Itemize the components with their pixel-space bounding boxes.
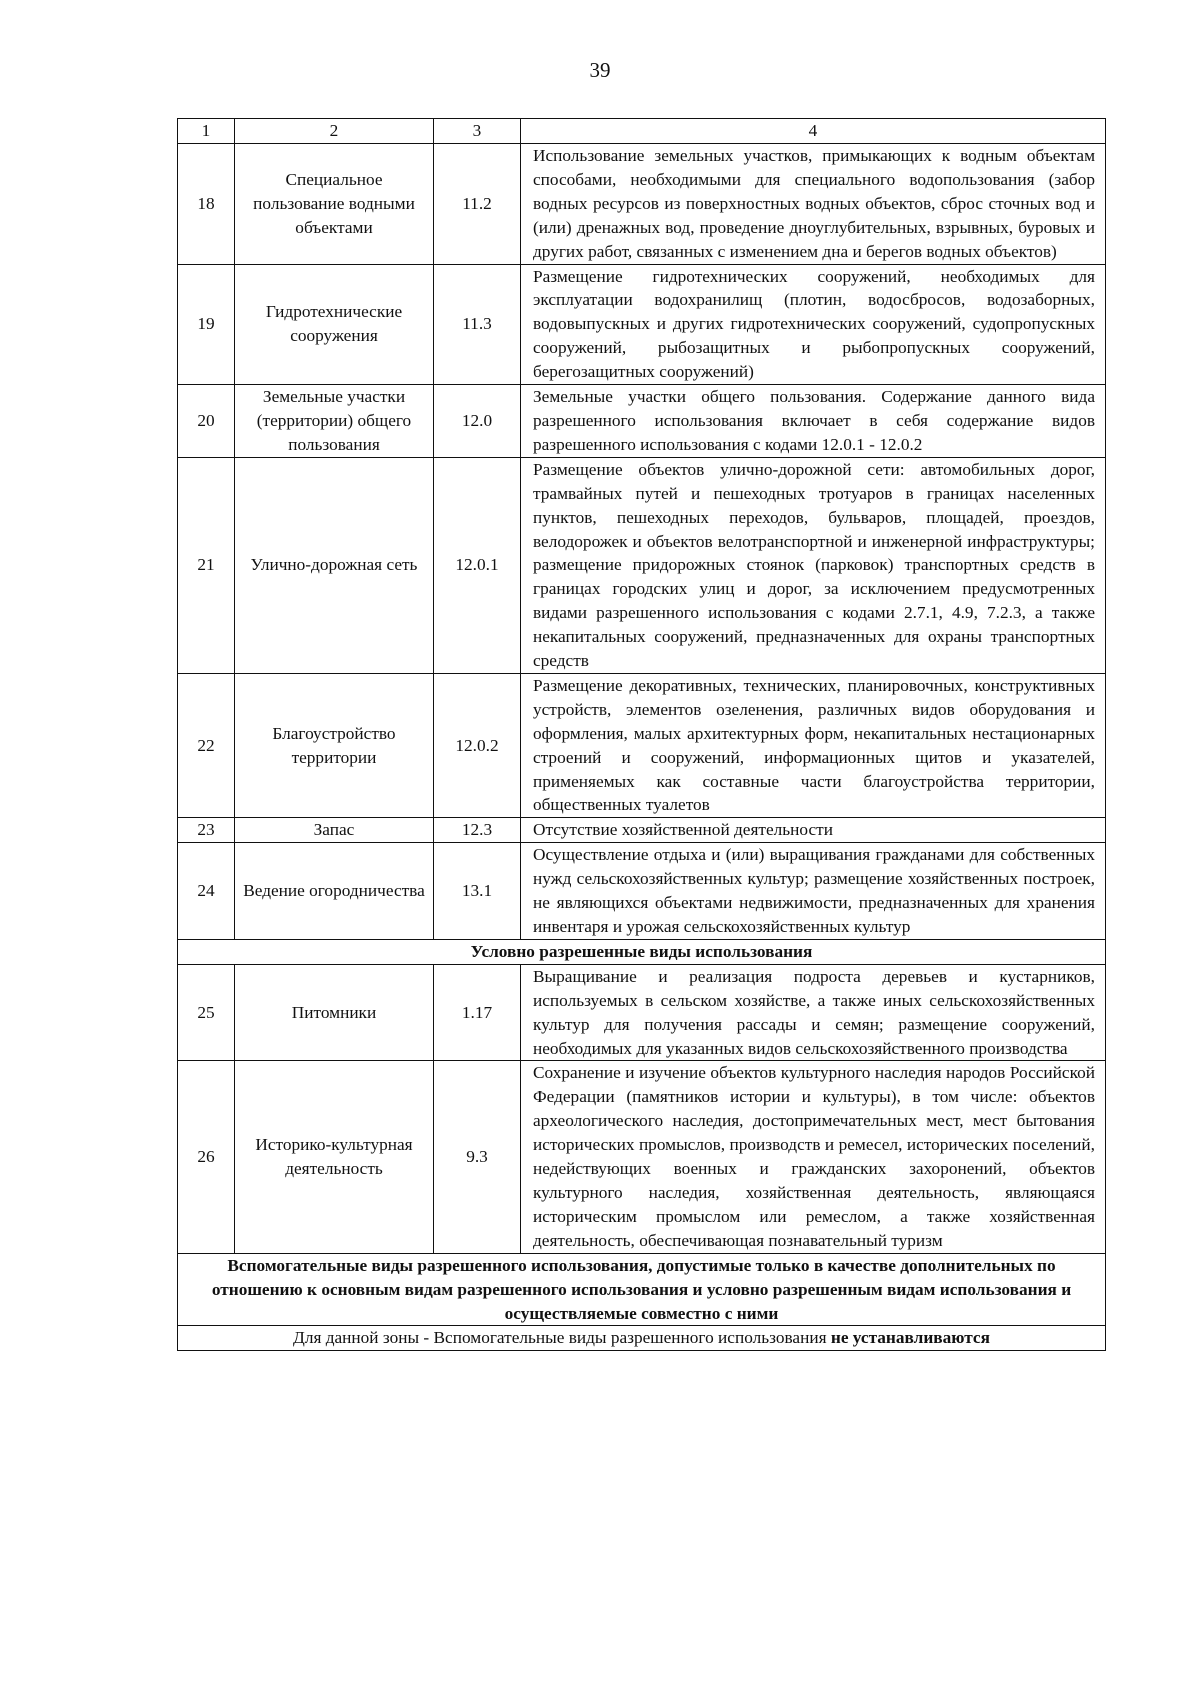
row-description: Использование земельных участков, примыкающих к водным объектам способами, необходимыми для специального водопользования (забор водных ресурсов из поверхностных водных объектов, сброс сточных вод и (или) дренажных вод, проведение дноуглубительных, взрывных, буровых и других работ, связанных с изменением дна и берегов водных объектов) [521,144,1106,265]
row-description: Размещение декоративных, технических, планировочных, конструктивных устройств, элементов озеленения, различных видов оборудования и оформления, малых архитектурных форм, некапитальных нестационарных строений и сооружений, информационных щитов и указателей, применяемых как составные части благоустройства территории, общественных туалетов [521,673,1106,817]
table-row [178,843,1106,940]
row-description: Размещение гидротехнических сооружений, необходимых для эксплуатации водохранилищ (плотин, водосбросов, водозаборных, водовыпускных и других гидротехнических сооружений, судопропускных сооружений, рыбозащитных и рыбопропускных сооружений, берегозащитных сооружений) [521,264,1106,385]
table-header-row [178,119,1106,144]
row-code: 11.3 [434,264,521,385]
table-row [178,818,1106,843]
row-description: Земельные участки общего пользования. Содержание данного вида разрешенного использования включает в себя содержание видов разрешенного использования с кодами 12.0.1 - 12.0.2 [521,385,1106,458]
row-description: Сохранение и изучение объектов культурного наследия народов Российской Федерации (памятников истории и культуры), в том числе: объектов археологического наследия, достопримечательных мест, мест бытования исторических промыслов, производств и ремесел, исторических поселений, недействующих военных и гражданских захоронений, объектов культурного наследия, хозяйственная деятельность, являющаяся историческим промыслом или ремеслом, а также хозяйственная деятельность, обеспечивающая познавательный туризм [521,1061,1106,1253]
conditional-section-title: Условно разрешенные виды использования [178,939,1106,964]
header-cell: 4 [521,119,1106,144]
auxiliary-note-emphasis: не устанавливаются [830,1328,990,1348]
row-description: Выращивание и реализация подроста деревьев и кустарников, используемых в сельском хозяйстве, а также иных сельскохозяйственных культур для получения рассады и семян; размещение сооружений, необходимых для указанных видов сельскохозяйственного производства [521,964,1106,1061]
table-row [178,144,1106,265]
land-use-table [177,118,1106,1351]
row-number: 23 [178,818,235,843]
row-description: Отсутствие хозяйственной деятельности [521,818,1106,843]
header-cell: 1 [178,119,235,144]
row-code: 13.1 [434,843,521,940]
auxiliary-section-title-row [178,1253,1106,1326]
row-code: 9.3 [434,1061,521,1253]
row-name: Ведение огородничества [235,843,434,940]
table-row [178,457,1106,673]
row-code: 1.17 [434,964,521,1061]
table-row [178,1061,1106,1253]
row-code: 12.0 [434,385,521,458]
row-name: Запас [235,818,434,843]
row-number: 20 [178,385,235,458]
auxiliary-note-text: Для данной зоны - Вспомогательные виды разрешенного использования [293,1328,831,1348]
auxiliary-note-row [178,1326,1106,1351]
table-row [178,964,1106,1061]
table-row [178,264,1106,385]
row-description: Размещение объектов улично-дорожной сети: автомобильных дорог, трамвайных путей и пешеходных тротуаров в границах населенных пунктов, пешеходных переходов, бульваров, площадей, проездов, велодорожек и объектов велотранспортной и инженерной инфраструктуры; размещение придорожных стоянок (парковок) транспортных средств в границах городских улиц и дорог, за исключением предусмотренных видами разрешенного использования с кодами 2.7.1, 4.9, 7.2.3, а также некапитальных сооружений, предназначенных для охраны транспортных средств [521,457,1106,673]
row-code: 12.0.1 [434,457,521,673]
row-number: 25 [178,964,235,1061]
row-name: Историко-культурная деятельность [235,1061,434,1253]
auxiliary-section-title: Вспомогательные виды разрешенного использования, допустимые только в качестве дополнительных по отношению к основным видам разрешенного использования и условно разрешенным видам использования и осуществляемые совместно с ними [178,1253,1106,1326]
row-description: Осуществление отдыха и (или) выращивания гражданами для собственных нужд сельскохозяйственных культур; размещение хозяйственных построек, не являющихся объектами недвижимости, предназначенных для хранения инвентаря и урожая сельскохозяйственных культур [521,843,1106,940]
row-name: Улично-дорожная сеть [235,457,434,673]
row-code: 12.3 [434,818,521,843]
row-name: Благоустройство территории [235,673,434,817]
row-number: 21 [178,457,235,673]
page-number: 39 [589,58,611,82]
row-code: 12.0.2 [434,673,521,817]
table-row [178,385,1106,458]
row-number: 24 [178,843,235,940]
row-code: 11.2 [434,144,521,265]
row-number: 26 [178,1061,235,1253]
row-name: Земельные участки (территории) общего пользования [235,385,434,458]
row-number: 18 [178,144,235,265]
row-name: Специальное пользование водными объектами [235,144,434,265]
conditional-section-title-row [178,939,1106,964]
header-cell: 3 [434,119,521,144]
header-cell: 2 [235,119,434,144]
row-name: Питомники [235,964,434,1061]
table-row [178,673,1106,817]
row-number: 22 [178,673,235,817]
auxiliary-note [178,1326,1106,1351]
row-name: Гидротехнические сооружения [235,264,434,385]
row-number: 19 [178,264,235,385]
